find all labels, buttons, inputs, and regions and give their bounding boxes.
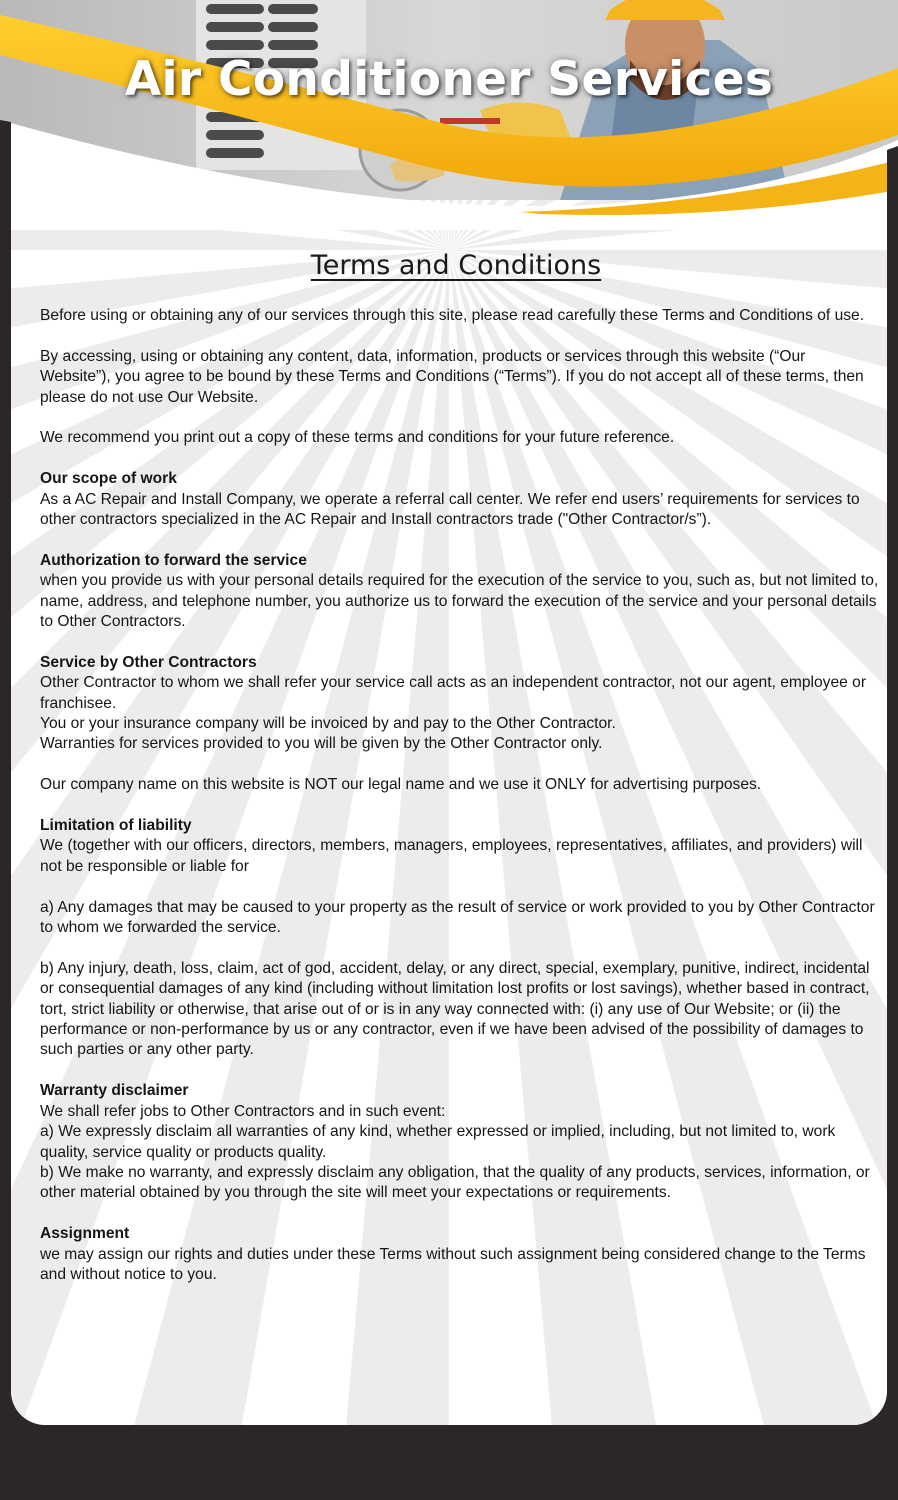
intro-paragraph-3 [40, 428, 880, 448]
section-heading: Our scope of work [40, 470, 177, 488]
section-text: Our company name on this website is NOT our legal name and we use it ONLY for advertising purposes. [40, 776, 762, 794]
section-text: We (together with our officers, directors, members, managers, employees, representatives, affiliates, and providers) will not be responsible or liable for [40, 837, 863, 875]
section-heading: Authorization to forward the service [40, 551, 307, 569]
section-text: We shall refer jobs to Other Contractors and in such event: [40, 1102, 446, 1120]
intro-paragraph-1 [40, 306, 880, 326]
section-heading: Assignment [40, 1225, 130, 1243]
section-text: we may assign our rights and duties under these Terms without such assignment being considered change to the Terms and without notice to you. [40, 1245, 866, 1283]
section-text: b) We make no warranty, and expressly disclaim any obligation, that the quality of any products, services, information, or other material obtained by you through the site will meet your expectations or requirements. [40, 1163, 870, 1202]
section-scope [40, 469, 880, 530]
page-title: Terms and Conditions [310, 250, 602, 281]
intro-text: By accessing, using or obtaining any content, data, information, products or services through this website (“Our Website”), you agree to be bound by these Terms and Conditions (“Terms”). If you do not accept all of these terms, then please do not use Our Website. [40, 347, 864, 406]
section-heading: Limitation of liability [40, 817, 192, 835]
section-liability [40, 816, 880, 877]
liability-item-b [40, 959, 880, 1061]
hero-title: Air Conditioner Services [124, 52, 774, 107]
section-text: when you provide us with your personal details required for the execution of the service to you, such as, but not limited to, name, address, and telephone number, you authorize us to forward the execution of the service and your personal details to Other Contractors. [40, 572, 879, 631]
section-text: You or your insurance company will be invoiced by and pay to the Other Contractor. [40, 715, 616, 733]
section-text: a) Any damages that may be caused to your property as the result of service or work provided to you by Other Contractor to whom we forwarded the service. [40, 898, 875, 937]
section-text: As a AC Repair and Install Company, we operate a referral call center. We refer end users’ requirements for services to other contractors specialized in the AC Repair and Install contractors trade ("Other Contractor/s”). [40, 490, 860, 529]
company-note [40, 775, 880, 795]
section-text: Warranties for services provided to you will be given by the Other Contractor only. [40, 735, 603, 753]
section-heading: Service by Other Contractors [40, 653, 257, 671]
intro-text: We recommend you print out a copy of these terms and conditions for your future reference. [40, 429, 675, 447]
section-text: Other Contractor to whom we shall refer your service call acts as an independent contractor, not our agent, employee or franchisee. [40, 674, 867, 712]
terms-content [40, 248, 880, 1306]
section-service [40, 653, 880, 755]
section-authorization [40, 551, 880, 633]
intro-paragraph-2 [40, 347, 880, 408]
section-heading: Warranty disclaimer [40, 1082, 189, 1100]
hero-image [0, 0, 898, 230]
section-assignment [40, 1224, 880, 1285]
hero-banner [0, 0, 898, 230]
intro-text: Before using or obtaining any of our services through this site, please read carefully these Terms and Conditions of use. [40, 307, 865, 324]
section-warranty [40, 1081, 880, 1203]
liability-item-a [40, 898, 880, 939]
section-text: a) We expressly disclaim all warranties of any kind, whether expressed or implied, including, but not limited to, work quality, service quality or products quality. [40, 1123, 836, 1161]
section-text: b) Any injury, death, loss, claim, act of god, accident, delay, or any direct, special, exemplary, punitive, indirect, incidental or consequential damages of any kind (including without limitation lost profits or lost savings), whether based in contract, tort, strict liability or otherwise, that arise out of or is in any way connected with: (i) any use of Our Website; or (ii) the performance or non-performance by us or any contractor, even if we have been advised of the possibility of damages to such parties or any other party. [40, 959, 870, 1059]
